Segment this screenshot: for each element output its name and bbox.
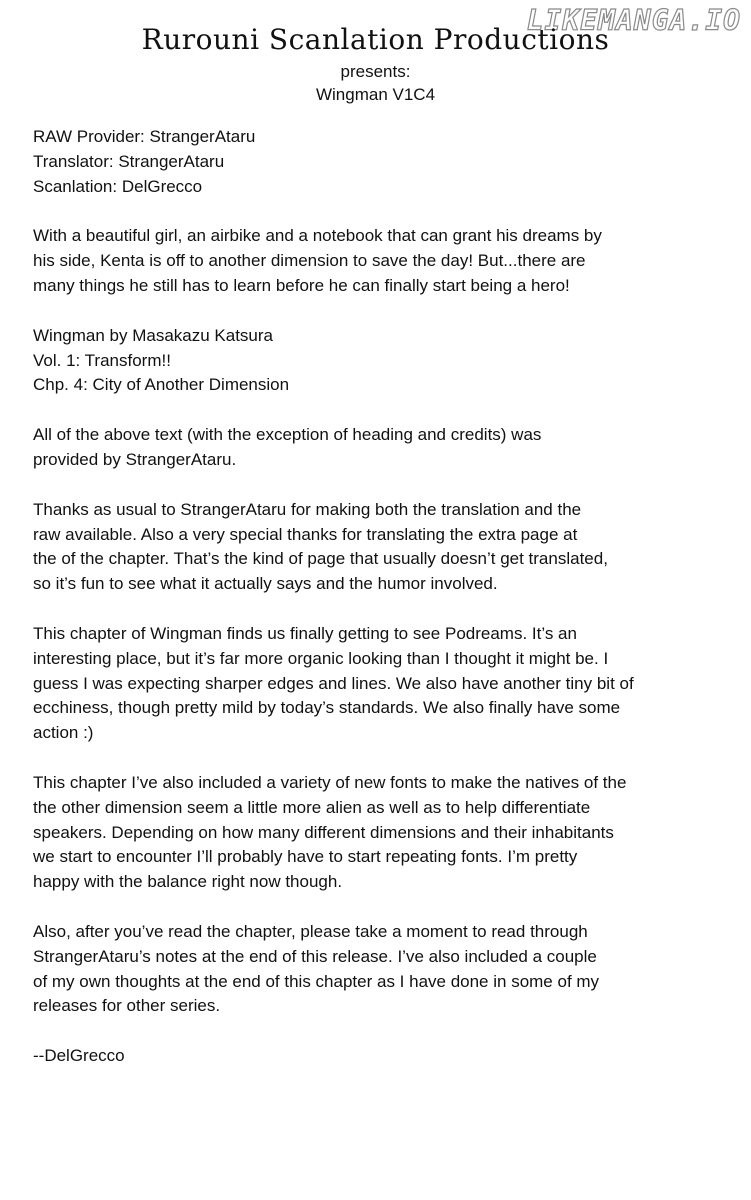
text-line: Vol. 1: Transform!! [33, 350, 171, 370]
release-subtitle: Wingman V1C4 [315, 85, 436, 104]
text-line: of my own thoughts at the end of this chapter as I have done in some of my [33, 971, 600, 991]
text-line: so it’s fun to see what it actually says and the humor involved. [33, 574, 498, 594]
text-line: his side, Kenta is off to another dimension to save the day! But...there are [33, 251, 586, 271]
text-line: Chp. 4: City of Another Dimension [33, 375, 290, 395]
fonts-notes-paragraph [33, 771, 723, 895]
text-line: Wingman by Masakazu Katsura [33, 325, 273, 345]
text-source-note [33, 423, 723, 473]
text-line: provided by StrangerAtaru. [33, 449, 237, 469]
group-title: Rurouni Scanlation Productions [141, 23, 610, 56]
text-line: Scanlation: DelGrecco [33, 176, 203, 196]
text-line: many things he still has to learn before he can finally start being a hero! [33, 275, 570, 295]
text-line: guess I was expecting sharper edges and lines. We also have another tiny bit of [33, 673, 634, 693]
text-line: action :) [33, 723, 94, 743]
text-line: releases for other series. [33, 996, 221, 1016]
text-line: interesting place, but it’s far more organic looking than I thought it might be. I [33, 648, 609, 668]
text-line: Also, after you’ve read the chapter, please take a moment to read through [33, 921, 588, 941]
text-line: we start to encounter I’ll probably have to start repeating fonts. I’m pretty [33, 847, 578, 867]
signature: --DelGrecco [33, 1046, 125, 1066]
text-line: raw available. Also a very special thanks for translating the extra page at [33, 524, 578, 544]
text-line: Translator: StrangerAtaru [33, 151, 225, 171]
text-line: Thanks as usual to StrangerAtaru for making both the translation and the [33, 499, 582, 519]
text-line: the of the chapter. That’s the kind of page that usually doesn’t get translated, [33, 549, 608, 569]
site-watermark: LIKEMANGA.IO [526, 4, 741, 37]
body-text [33, 125, 723, 1094]
text-line: the other dimension seem a little more alien as well as to help differentiate [33, 797, 591, 817]
text-line: With a beautiful girl, an airbike and a notebook that can grant his dreams by [33, 226, 602, 246]
page-header [0, 20, 751, 106]
presents-label: presents: [340, 62, 411, 81]
text-line: StrangerAtaru’s notes at the end of this release. I’ve also included a couple [33, 946, 597, 966]
text-line: ecchiness, though pretty mild by today’s standards. We also finally have some [33, 698, 621, 718]
text-line: happy with the balance right now though. [33, 872, 343, 892]
thanks-paragraph [33, 498, 723, 597]
closing-paragraph [33, 920, 723, 1019]
chapter-notes-paragraph [33, 622, 723, 746]
text-line: speakers. Depending on how many different dimensions and their inhabitants [33, 822, 614, 842]
series-info-block [33, 324, 723, 398]
text-line: This chapter of Wingman finds us finally getting to see Podreams. It’s an [33, 623, 577, 643]
credits-block [33, 125, 723, 199]
text-line: This chapter I’ve also included a variety of new fonts to make the natives of the [33, 772, 627, 792]
text-line: RAW Provider: StrangerAtaru [33, 127, 256, 146]
text-line: All of the above text (with the exception of heading and credits) was [33, 425, 542, 445]
synopsis-paragraph [33, 224, 723, 298]
